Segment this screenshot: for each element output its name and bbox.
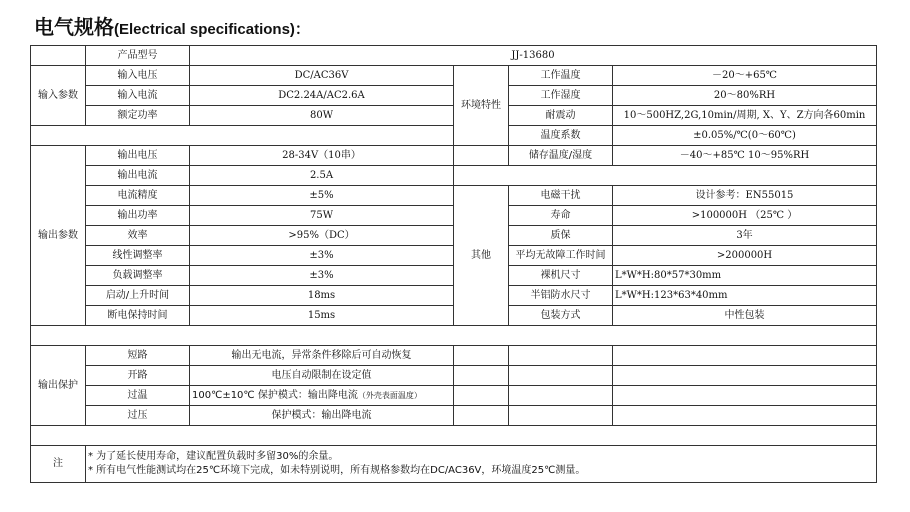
half-size-value: L*W*H:123*63*40mm — [613, 286, 877, 306]
life-value: >100000H （25℃ ） — [613, 206, 877, 226]
spec-table — [30, 45, 877, 483]
warranty-value: 3年 — [613, 226, 877, 246]
table-row — [31, 66, 877, 86]
table-row — [31, 166, 877, 186]
input-voltage-value: DC/AC36V — [190, 66, 454, 86]
output-voltage-label: 输出电压 — [86, 146, 190, 166]
rise-time-value: 18ms — [190, 286, 454, 306]
table-row — [31, 346, 877, 366]
output-group-label: 输出参数 — [31, 146, 86, 326]
current-accuracy-value: ±5% — [190, 186, 454, 206]
warranty-label: 质保 — [509, 226, 613, 246]
efficiency-label: 效率 — [86, 226, 190, 246]
table-row — [31, 146, 877, 166]
cell — [613, 346, 877, 366]
emi-label: 电磁干扰 — [509, 186, 613, 206]
package-value: 中性包装 — [613, 306, 877, 326]
bare-size-label: 裸机尺寸 — [509, 266, 613, 286]
note-line-2: * 所有电气性能测试均在25℃环境下完成，如未特别说明，所有规格参数均在DC/AC36V，环境温度25℃测量。 — [88, 465, 586, 476]
emi-value: 设计参考：EN55015 — [613, 186, 877, 206]
page-title — [34, 14, 310, 43]
humidity-value: 20～80%RH — [613, 86, 877, 106]
line-regulation-value: ±3% — [190, 246, 454, 266]
title-en: (Electrical specifications)： — [114, 21, 310, 38]
title-cn: 电气规格 — [34, 15, 114, 39]
notes-content — [86, 446, 877, 483]
cell — [613, 386, 877, 406]
humidity-label: 工作湿度 — [509, 86, 613, 106]
cell — [509, 346, 613, 366]
over-temp-value — [190, 386, 454, 406]
vibration-value: 10～500HZ,2G,10min/周期, X、Y、Z方向各60min — [613, 106, 877, 126]
cell — [613, 406, 877, 426]
over-voltage-label: 过压 — [86, 406, 190, 426]
rated-power-value: 80W — [190, 106, 454, 126]
storage-value: －40～+85℃ 10～95%RH — [613, 146, 877, 166]
op-temp-value: －20～+65℃ — [613, 66, 877, 86]
cell — [509, 386, 613, 406]
table-row — [31, 406, 877, 426]
storage-label: 储存温度/湿度 — [509, 146, 613, 166]
cell — [31, 326, 877, 346]
other-group-label: 其他 — [454, 186, 509, 326]
load-regulation-label: 负载调整率 — [86, 266, 190, 286]
table-row — [31, 46, 877, 66]
output-power-value: 75W — [190, 206, 454, 226]
table-row — [31, 386, 877, 406]
over-voltage-value: 保护模式：输出降电流 — [190, 406, 454, 426]
over-temp-label: 过温 — [86, 386, 190, 406]
table-row — [31, 186, 877, 206]
output-power-label: 输出功率 — [86, 206, 190, 226]
model-value: JJ-13680 — [190, 46, 877, 66]
cell — [454, 166, 877, 186]
half-size-label: 半铝防水尺寸 — [509, 286, 613, 306]
rise-time-label: 启动/上升时间 — [86, 286, 190, 306]
input-current-label: 输入电流 — [86, 86, 190, 106]
input-voltage-label: 输入电压 — [86, 66, 190, 86]
protection-group-label: 输出保护 — [31, 346, 86, 426]
environment-group-label: 环境特性 — [454, 66, 509, 146]
notes-label: 注 — [31, 446, 86, 483]
input-group-label: 输入参数 — [31, 66, 86, 126]
input-current-value: DC2.24A/AC2.6A — [190, 86, 454, 106]
cell — [454, 346, 509, 366]
over-temp-note: （外壳表面温度） — [357, 390, 422, 400]
vibration-label: 耐震动 — [509, 106, 613, 126]
table-row — [31, 366, 877, 386]
hold-time-value: 15ms — [190, 306, 454, 326]
short-circuit-label: 短路 — [86, 346, 190, 366]
cell — [454, 366, 509, 386]
temp-coef-label: 温度系数 — [509, 126, 613, 146]
rated-power-label: 额定功率 — [86, 106, 190, 126]
hold-time-label: 断电保持时间 — [86, 306, 190, 326]
mtbf-label: 平均无故障工作时间 — [509, 246, 613, 266]
table-row — [31, 426, 877, 446]
model-label: 产品型号 — [86, 46, 190, 66]
load-regulation-value: ±3% — [190, 266, 454, 286]
life-label: 寿命 — [509, 206, 613, 226]
note-line-1: * 为了延长使用寿命，建议配置负载时多留30%的余量。 — [88, 451, 339, 462]
table-row — [31, 446, 877, 483]
line-regulation-label: 线性调整率 — [86, 246, 190, 266]
cell — [454, 386, 509, 406]
bare-size-value: L*W*H:80*57*30mm — [613, 266, 877, 286]
cell — [31, 46, 86, 66]
cell — [454, 406, 509, 426]
cell — [31, 426, 877, 446]
cell — [613, 366, 877, 386]
output-current-label: 输出电流 — [86, 166, 190, 186]
mtbf-value: >200000H — [613, 246, 877, 266]
table-row — [31, 326, 877, 346]
op-temp-label: 工作温度 — [509, 66, 613, 86]
package-label: 包装方式 — [509, 306, 613, 326]
cell — [31, 126, 454, 146]
short-circuit-value: 输出无电流，异常条件移除后可自动恢复 — [190, 346, 454, 366]
current-accuracy-label: 电流精度 — [86, 186, 190, 206]
output-current-value: 2.5A — [190, 166, 454, 186]
cell — [454, 146, 509, 166]
open-circuit-value: 电压自动限制在设定值 — [190, 366, 454, 386]
cell — [509, 406, 613, 426]
open-circuit-label: 开路 — [86, 366, 190, 386]
cell — [509, 366, 613, 386]
efficiency-value: >95%（DC） — [190, 226, 454, 246]
over-temp-text: 100℃±10℃ 保护模式：输出降电流 — [192, 389, 358, 401]
temp-coef-value: ±0.05%/℃(0～60℃) — [613, 126, 877, 146]
output-voltage-value: 28-34V（10串） — [190, 146, 454, 166]
